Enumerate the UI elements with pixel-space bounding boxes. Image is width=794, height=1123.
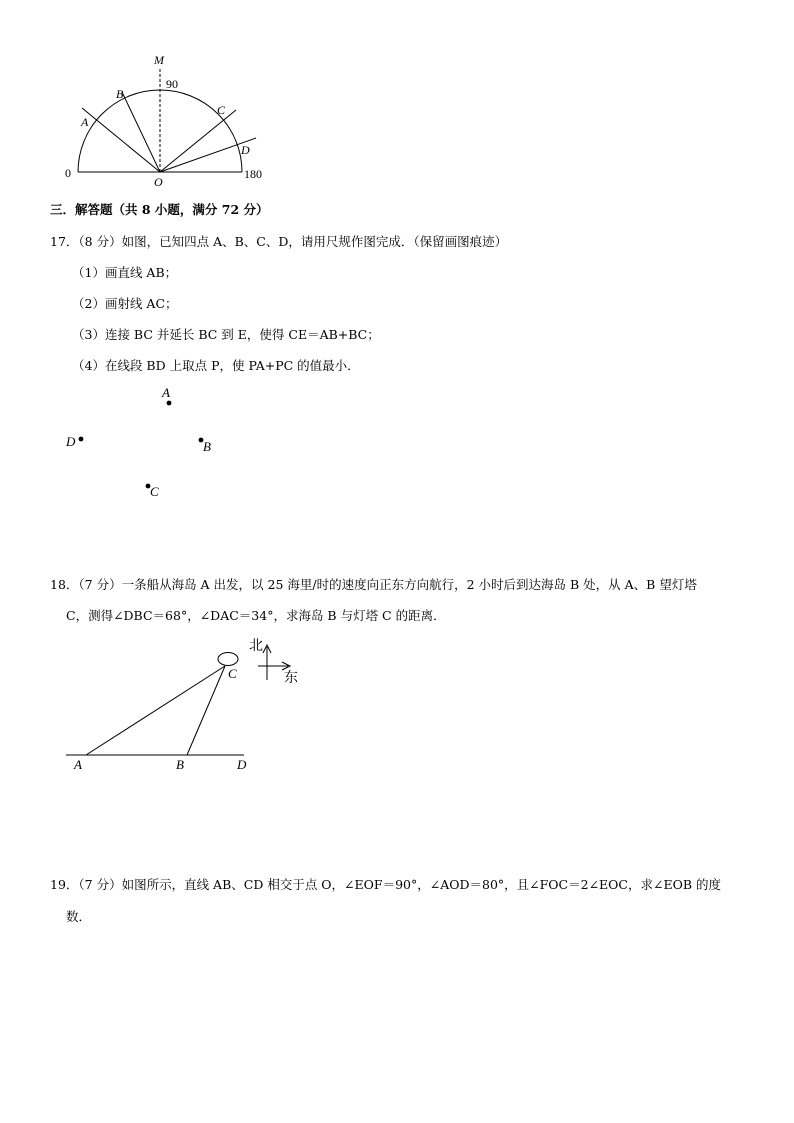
q17-stem <box>50 234 507 250</box>
q18-line-1: 18．（7 分）一条船从海岛 A 出发，以 25 海里/时的速度向正东方向航行，2 小时后到达海岛 B 处，从 A、B 望灯塔 <box>50 577 697 592</box>
label-c: C <box>228 666 237 681</box>
q17-number: 17． <box>50 234 79 249</box>
point-label-b: B <box>203 439 211 454</box>
q17-item-3: （3）连接 BC 并延长 BC 到 E，使得 CE＝AB+BC； <box>72 327 380 342</box>
point-label-a: A <box>162 385 170 400</box>
lighthouse-c <box>218 653 238 666</box>
point-label-c: C <box>150 484 159 499</box>
q18-lighthouse-figure <box>60 632 310 777</box>
q19-line-1: 19．（7 分）如图所示，直线 AB、CD 相交于点 O，∠EOF＝90°，∠AOD＝80°，且∠FOC＝2∠EOC，求∠EOB 的度 <box>50 877 721 892</box>
label-a: A <box>81 115 89 129</box>
section-title: 三．解答题（共 8 小题，满分 72 分） <box>50 202 269 217</box>
q17-score: （8 分） <box>78 234 122 249</box>
label-d: D <box>241 143 250 157</box>
q19-line-2: 数． <box>66 909 92 924</box>
label-b: B <box>176 757 184 772</box>
segment-ac <box>86 666 225 755</box>
point-label-d: D <box>66 434 76 449</box>
label-c: C <box>217 103 226 117</box>
label-north: 北 <box>249 639 263 654</box>
label-east: 东 <box>284 671 298 686</box>
protractor-figure <box>60 50 280 190</box>
segment-bc <box>187 666 225 755</box>
label-90: 90 <box>166 77 178 91</box>
ray-oc <box>160 110 236 172</box>
label-d: D <box>237 757 247 772</box>
q17-item-1: （1）画直线 AB； <box>72 265 178 280</box>
label-m: M <box>154 53 164 67</box>
q17-item-2: （2）画射线 AC； <box>72 296 178 311</box>
q17-item-4: （4）在线段 BD 上取点 P，使 PA+PC 的值最小． <box>72 358 360 373</box>
label-b: B <box>116 87 124 101</box>
ray-oa <box>82 108 160 172</box>
ray-ob <box>122 92 160 172</box>
label-a: A <box>74 757 82 772</box>
label-o: O <box>154 175 163 189</box>
q17-text: 如图，已知四点 A、B、C、D，请用尺规作图完成．（保留画图痕迹） <box>121 234 508 249</box>
label-0: 0 <box>65 166 71 180</box>
label-180: 180 <box>244 167 262 181</box>
point-d <box>79 437 84 442</box>
q18-line-2: C，测得∠DBC＝68°，∠DAC＝34°，求海岛 B 与灯塔 C 的距离． <box>66 608 446 623</box>
q17-points-figure <box>55 380 235 505</box>
point-a <box>167 401 172 406</box>
